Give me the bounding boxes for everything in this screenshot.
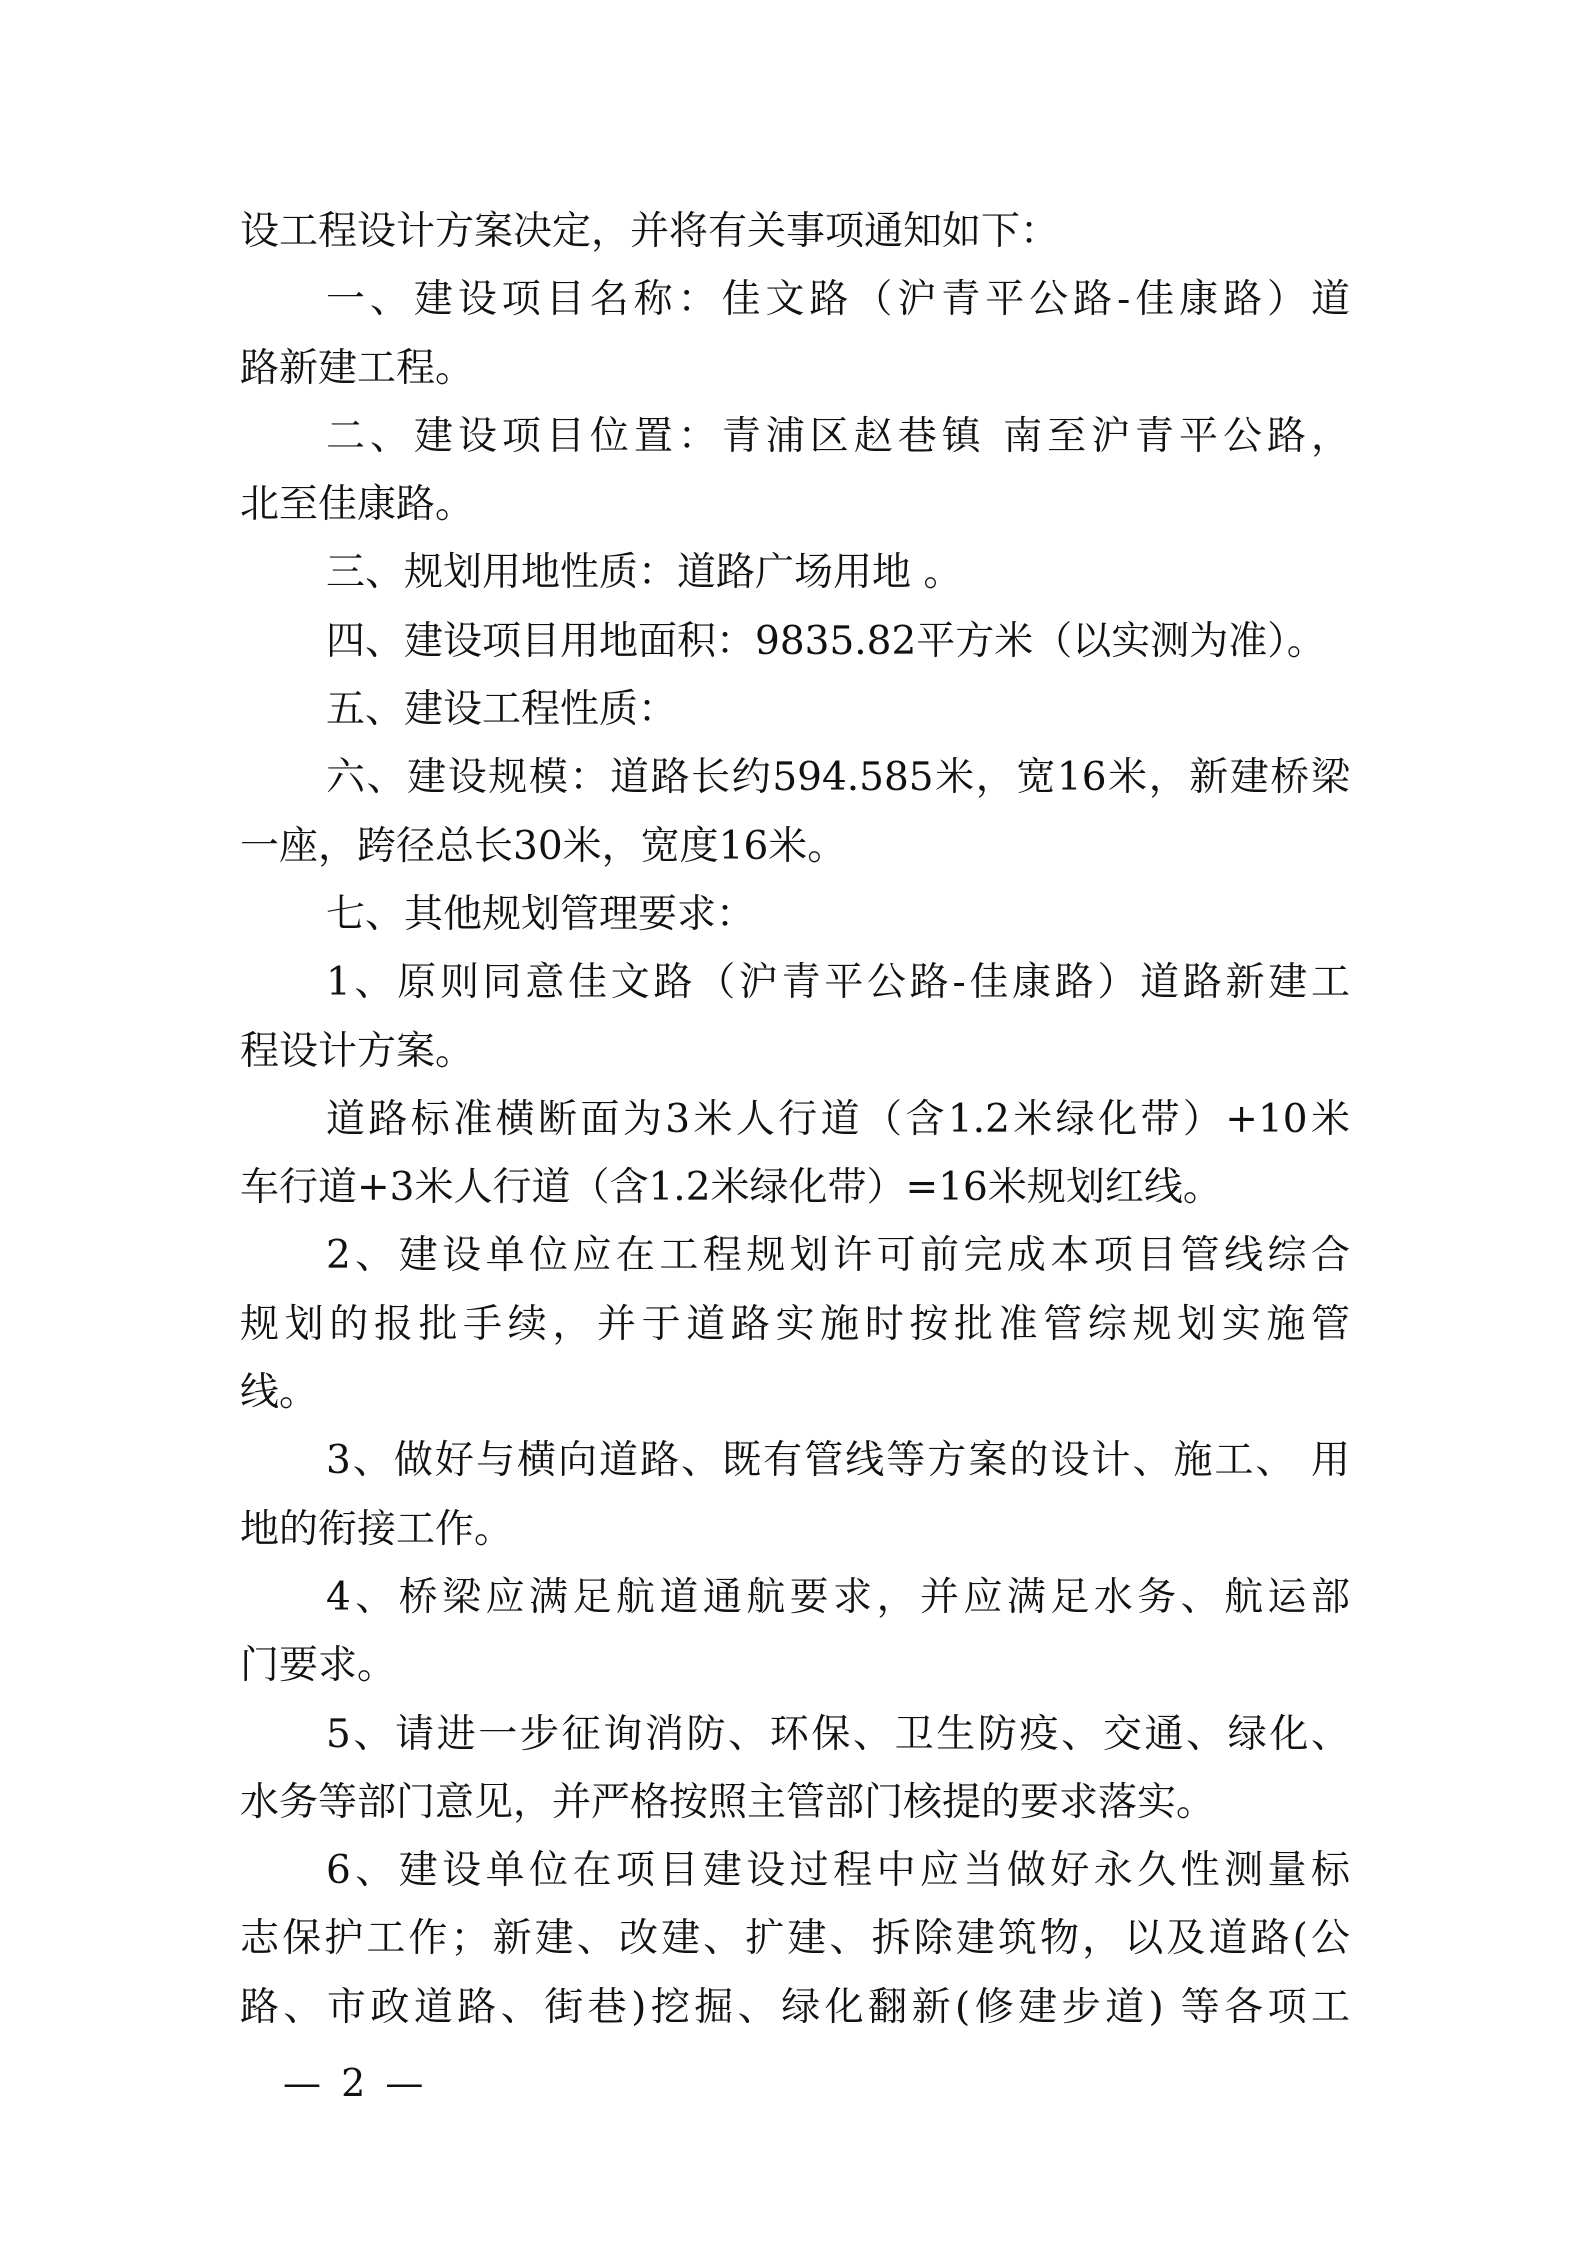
text-line: 五、建设工程性质：: [326, 687, 678, 733]
text-line: 规划的报批手续，并于道路实施时按批准管综规划实施管: [240, 1301, 1350, 1347]
text-line: 志保护工作；新建、改建、扩建、拆除建筑物，以及道路(公: [240, 1916, 1350, 1962]
text-line: 3、做好与横向道路、既有管线等方案的设计、施工、 用: [326, 1438, 1350, 1484]
text-line: 5、请进一步征询消防、环保、卫生防疫、交通、绿化、: [326, 1711, 1350, 1757]
text-line: 车行道+3米人行道（含1.2米绿化带）=16米规划红线。: [240, 1165, 1222, 1211]
text-line: 6、建设单位在项目建设过程中应当做好永久性测量标: [326, 1848, 1350, 1894]
text-line: 七、其他规划管理要求：: [326, 891, 756, 937]
text-line: 路、市政道路、街巷)挖掘、绿化翻新(修建步道) 等各项工: [240, 1984, 1350, 2030]
text-line: 道路标准横断面为3米人行道（含1.2米绿化带）+10米: [326, 1096, 1350, 1142]
text-line: 一、建设项目名称：佳文路（沪青平公路-佳康路）道: [326, 277, 1350, 323]
text-line: 一座，跨径总长30米，宽度16米。: [240, 823, 847, 869]
text-line: 水务等部门意见，并严格按照主管部门核提的要求落实。: [240, 1779, 1216, 1825]
text-line: 2、建设单位应在工程规划许可前完成本项目管线综合: [326, 1233, 1350, 1279]
text-line: 四、建设项目用地面积：9835.82平方米（以实测为准）。: [326, 618, 1326, 664]
text-line: 线。: [240, 1370, 319, 1416]
document-body: [240, 198, 1350, 2042]
text-line: 地的衔接工作。: [240, 1506, 514, 1552]
text-line: 二、建设项目位置：青浦区赵巷镇 南至沪青平公路，: [326, 413, 1350, 459]
text-line: 门要求。: [240, 1643, 397, 1689]
text-line: 程设计方案。: [240, 1028, 475, 1074]
text-line: 六、建设规模：道路长约594.585米，宽16米，新建桥梁: [326, 755, 1350, 801]
text-line: 1、原则同意佳文路（沪青平公路-佳康路）道路新建工: [326, 960, 1350, 1006]
text-line: 三、规划用地性质：道路广场用地 。: [326, 550, 963, 596]
text-line: 设工程设计方案决定，并将有关事项通知如下：: [240, 209, 1060, 254]
page-number: — 2 —: [283, 2061, 428, 2105]
text-line: 路新建工程。: [240, 345, 475, 391]
text-line: 北至佳康路。: [240, 482, 475, 528]
text-line: 4、桥梁应满足航道通航要求，并应满足水务、航运部: [326, 1574, 1350, 1620]
